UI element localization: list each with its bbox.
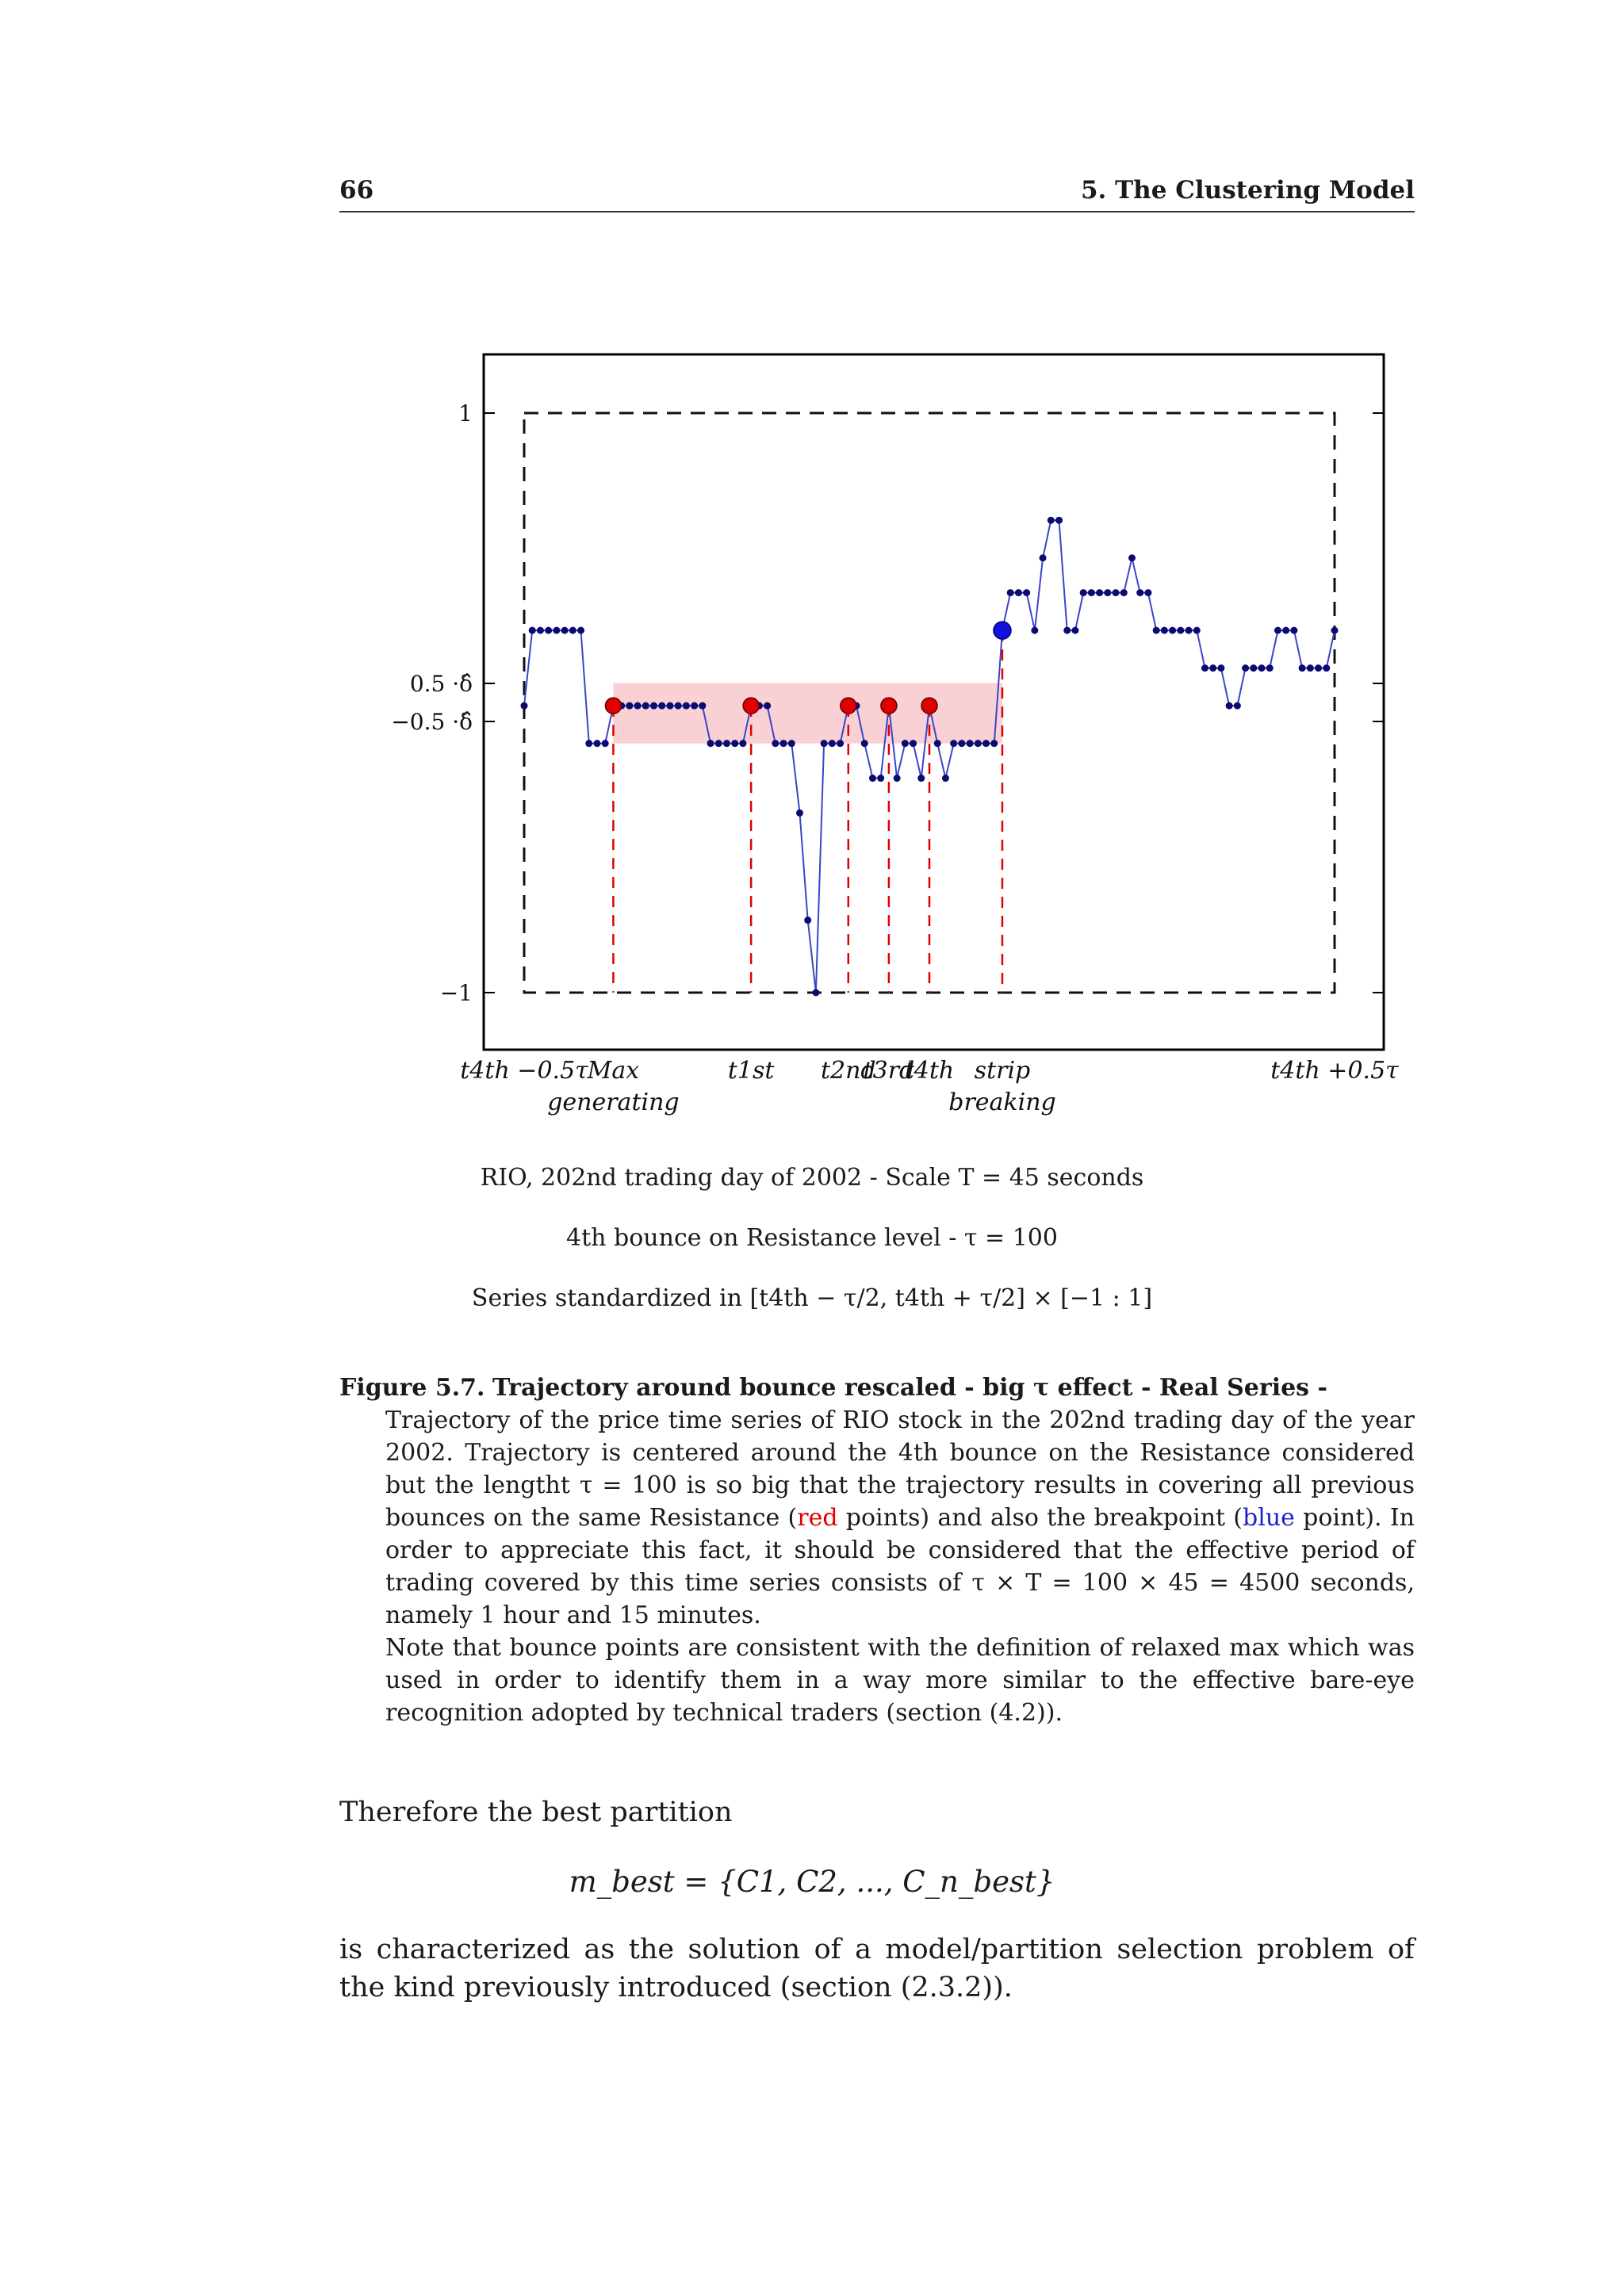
x-tick-label: t3rd: [863, 1057, 915, 1085]
x-tick-label: t1st: [727, 1057, 775, 1085]
trajectory-point: [1128, 554, 1136, 561]
trajectory-point: [585, 740, 592, 747]
trajectory-point: [626, 702, 633, 710]
trajectory-point: [1217, 664, 1224, 672]
trajectory-point: [1282, 627, 1289, 634]
trajectory-point: [837, 740, 844, 747]
trajectory-point: [634, 702, 642, 710]
caption-text-b: points) and also the breakpoint (: [837, 1504, 1243, 1532]
trajectory-point: [796, 809, 803, 817]
resistance-band: [613, 683, 1002, 744]
trajectory-point: [990, 740, 998, 747]
caption-title: Trajectory around bounce rescaled - big τ effect - Real Series -: [492, 1374, 1327, 1402]
x-tick-label: t4th +0.5τ: [1270, 1057, 1399, 1085]
x-tick-label: t4th −0.5τ: [460, 1057, 588, 1085]
trajectory-point: [1113, 589, 1120, 596]
chapter-title: 5. The Clustering Model: [1080, 176, 1415, 205]
trajectory-point: [529, 627, 536, 634]
trajectory-point: [1063, 627, 1071, 634]
y-tick-label: 0.5 ·δ̂: [409, 671, 473, 697]
trajectory-point: [1209, 664, 1216, 672]
trajectory-point: [975, 740, 982, 747]
trajectory-point: [602, 740, 609, 747]
figure-line-3: Series standardized in [t4th − τ/2, t4th + τ/2] × [−1 : 1]: [471, 1284, 1153, 1312]
figure-line-1: RIO, 202nd trading day of 2002 - Scale T = 45 seconds: [480, 1164, 1144, 1192]
trajectory-point: [1015, 589, 1022, 596]
trajectory-point: [1193, 627, 1201, 634]
trajectory-point: [691, 702, 698, 710]
trajectory-point: [982, 740, 990, 747]
figure-caption: [339, 1372, 1415, 1729]
trajectory-point: [731, 740, 738, 747]
trajectory-point: [967, 740, 974, 747]
trajectory-point: [1185, 627, 1193, 634]
trajectory-point: [1048, 517, 1055, 524]
trajectory-point: [1169, 627, 1176, 634]
trajectory-point: [1258, 664, 1266, 672]
caption-paragraph-2: Note that bounce points are consistent with the definition of relaxed max which was used in order to identify them in a way more similar to the effective bare-eye recognition adopted by technical traders (section (4.2)).: [385, 1634, 1415, 1727]
body-paragraph-1: Therefore the best partition: [339, 1797, 733, 1828]
trajectory-point: [553, 627, 560, 634]
trajectory-point: [1161, 627, 1168, 634]
trajectory-point: [894, 775, 901, 782]
trajectory-point: [958, 740, 965, 747]
trajectory-point: [1088, 589, 1095, 596]
caption-text-c: point). In order to appreciate this fact, it should be considered that the effective period of trading covered by this time series consists of τ × T = 100 × 45 = 4500 seconds, namely 1 hour and 15 minutes.: [385, 1504, 1415, 1629]
trajectory-point: [1266, 664, 1274, 672]
trajectory-point: [1307, 664, 1314, 672]
trajectory-point: [683, 702, 690, 710]
trajectory-point: [1331, 627, 1339, 634]
figure-line-2: 4th bounce on Resistance level - τ = 100: [566, 1224, 1058, 1252]
trajectory-point: [812, 989, 819, 997]
x-tick-label: t2nd: [820, 1057, 876, 1085]
trajectory-point: [1234, 702, 1241, 710]
trajectory-point: [788, 740, 795, 747]
x-tick-label-line2: generating: [547, 1089, 680, 1116]
body-paragraph-2: is characterized as the solution of a model/partition selection problem of the kind previously introduced (section (2.3.2)).: [339, 1934, 1415, 2003]
trajectory-point: [1007, 589, 1014, 596]
x-tick-label: t4th: [904, 1057, 955, 1085]
trajectory-point: [521, 702, 528, 710]
trajectory-point: [537, 627, 544, 634]
y-tick-label: 1: [458, 400, 473, 427]
trajectory-point: [910, 740, 917, 747]
y-tick-label: −0.5 ·δ̂: [391, 709, 473, 735]
trajectory-point: [950, 740, 957, 747]
page-number: 66: [339, 176, 374, 205]
trajectory-point: [1250, 664, 1257, 672]
trajectory-point: [569, 627, 576, 634]
trajectory-point: [1153, 627, 1160, 634]
trajectory-point: [675, 702, 682, 710]
trajectory-point: [593, 740, 600, 747]
trajectory-point: [650, 702, 657, 710]
trajectory-point: [829, 740, 836, 747]
partition-equation: m_best = {C1, C2, ..., C_n_best}: [569, 1865, 1055, 1899]
caption-red-word: red: [797, 1504, 838, 1532]
caption-paragraph-1: [339, 1404, 1415, 1632]
trajectory-point: [1136, 589, 1143, 596]
trajectory-point: [739, 740, 746, 747]
caption-label: Figure 5.7.: [339, 1374, 485, 1402]
trajectory-point: [1177, 627, 1184, 634]
trajectory-point: [942, 775, 949, 782]
x-tick-label: strip: [974, 1057, 1031, 1085]
trajectory-point: [1080, 589, 1087, 596]
trajectory-point: [821, 740, 828, 747]
trajectory-point: [1104, 589, 1111, 596]
trajectory-point: [666, 702, 673, 710]
bounce-point: [841, 698, 856, 714]
trajectory-point: [1040, 554, 1047, 561]
bounce-point: [921, 698, 937, 714]
trajectory-point: [877, 775, 884, 782]
trajectory-point: [917, 775, 925, 782]
caption-blue-word: blue: [1243, 1504, 1295, 1532]
trajectory-point: [1242, 664, 1249, 672]
trajectory-point: [1144, 589, 1151, 596]
trajectory-point: [1323, 664, 1330, 672]
trajectory-point: [577, 627, 584, 634]
trajectory-point: [1201, 664, 1208, 672]
x-tick-label: Max: [587, 1057, 640, 1085]
trajectory-point: [1226, 702, 1233, 710]
trajectory-point: [1055, 517, 1063, 524]
trajectory-point: [658, 702, 665, 710]
trajectory-point: [545, 627, 552, 634]
bounce-point: [743, 698, 759, 714]
bounce-point: [605, 698, 621, 714]
trajectory-point: [1299, 664, 1306, 672]
trajectory-point: [1023, 589, 1030, 596]
bounce-point: [881, 698, 897, 714]
trajectory-point: [1096, 589, 1103, 596]
trajectory-point: [772, 740, 779, 747]
trajectory-point: [1120, 589, 1128, 596]
trajectory-point: [707, 740, 714, 747]
trajectory-point: [869, 775, 876, 782]
trajectory-point: [1290, 627, 1297, 634]
breakpoint: [994, 622, 1011, 639]
trajectory-point: [902, 740, 909, 747]
trajectory-point: [1071, 627, 1078, 634]
trajectory-point: [642, 702, 649, 710]
trajectory-point: [780, 740, 787, 747]
trajectory-point: [764, 702, 771, 710]
trajectory-point: [715, 740, 722, 747]
trajectory-point: [699, 702, 706, 710]
y-tick-label: −1: [439, 980, 473, 1006]
trajectory-point: [561, 627, 569, 634]
caption-text-a: Trajectory of the price time series of RIO stock in the 202nd trading day of the year 2002. Trajectory is centered around the 4th bounce on the Resistance considered but the lengtht τ = 100 is so big that the trajectory results in covering all previous bounces on the same Resistance (: [385, 1406, 1415, 1532]
trajectory-point: [1315, 664, 1322, 672]
trajectory-point: [804, 916, 811, 924]
trajectory-point: [723, 740, 730, 747]
x-tick-label-line2: breaking: [948, 1089, 1056, 1116]
trajectory-point: [1274, 627, 1281, 634]
caption-heading: [339, 1372, 1415, 1404]
trajectory-point: [934, 740, 941, 747]
trajectory-point: [1031, 627, 1038, 634]
trajectory-point: [861, 740, 868, 747]
